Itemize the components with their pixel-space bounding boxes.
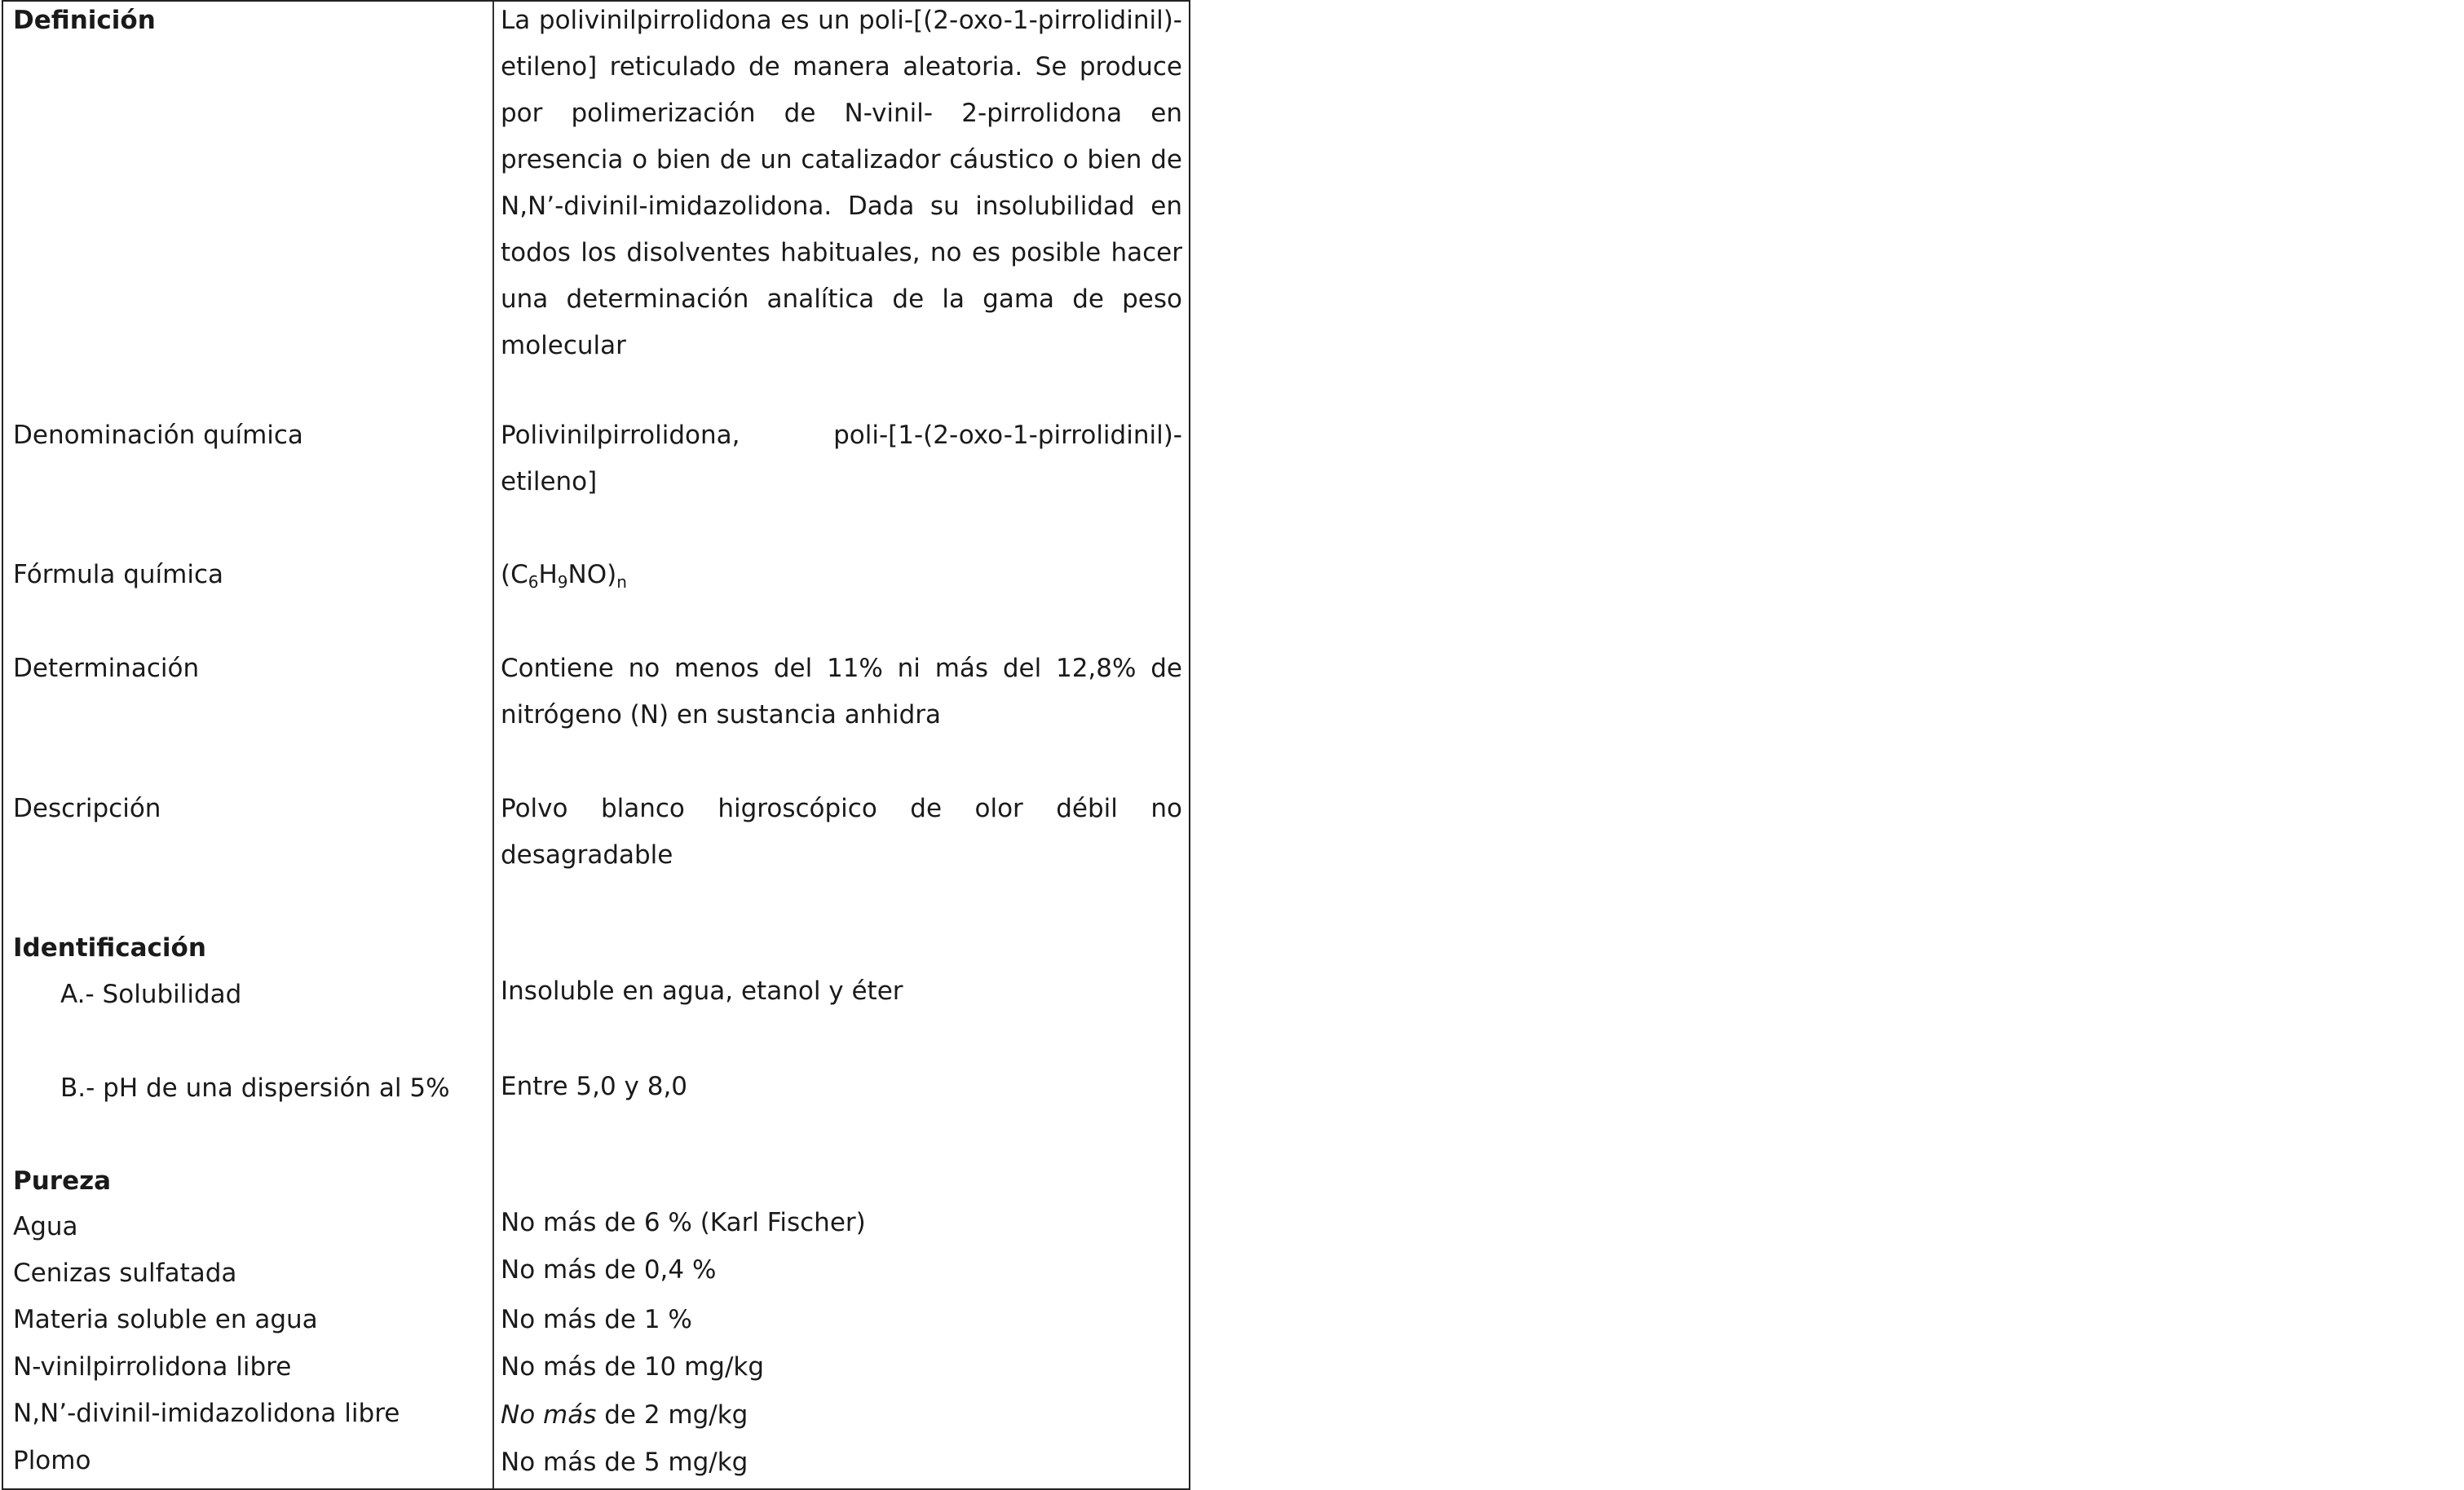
label-definicion: Definición [13,6,156,35]
label-formula-quimica: Fórmula química [13,560,223,589]
value-formula-quimica [501,552,1182,598]
label-n-vinilpirrolidona: N-vinilpirrolidona libre [13,1352,292,1382]
formula-sub: n [616,572,627,592]
label-plomo: Plomo [13,1446,91,1475]
formula-part: NO) [567,560,617,589]
value-rest-part: de 2 mg/kg [596,1400,748,1430]
label-determinacion: Determinación [13,654,200,683]
column-divider [492,2,494,1488]
value-plomo: No más de 5 mg/kg [501,1448,748,1477]
label-ph: B.- pH de una dispersión al 5% [60,1073,450,1103]
label-agua: Agua [13,1212,78,1241]
value-definicion: La polivinilpirrolidona es un poli-[(2-oxo-1-pirrolidinil)-etileno] reticulado de manera aleatoria. Se produce por polimerización de N-vinil- 2-pirrolidona en presencia o bien de un catalizador cáustico o bien de N,N’-divinil-imidazolidona. Dada su insolubilidad en todos los disolventes habituales, no es posible hacer una determinación analítica de la gama de peso molecular [501,6,1182,360]
formula-part: H [538,560,558,589]
label-descripcion: Descripción [13,794,161,823]
value-italic-part: No más [501,1400,597,1430]
heading-identificacion: Identificación [13,933,206,963]
value-n-vinilpirrolidona: No más de 10 mg/kg [501,1352,765,1382]
value-solubilidad: Insoluble en agua, etanol y éter [501,976,903,1006]
value-ph: Entre 5,0 y 8,0 [501,1072,688,1101]
value-divinil-imidazolidona [501,1392,1182,1439]
label-denominacion-quimica: Denominación química [13,421,303,450]
label-materia-soluble: Materia soluble en agua [13,1305,318,1334]
value-agua: No más de 6 % (Karl Fischer) [501,1208,866,1237]
formula-sub: 6 [528,572,539,592]
specification-table [2,0,1190,1490]
value-materia-soluble: No más de 1 % [501,1305,692,1334]
label-solubilidad: A.- Solubilidad [60,980,242,1009]
formula-part: (C [501,560,528,589]
label-divinil-imidazolidona: N,N’-divinil-imidazolidona libre [13,1399,400,1428]
value-denominacion-quimica: Polivinilpirrolidona, poli-[1-(2-oxo-1-pirrolidinil)-etileno] [501,421,1182,496]
value-descripcion: Polvo blanco higroscópico de olor débil no desagradable [501,794,1182,870]
value-cenizas: No más de 0,4 % [501,1255,717,1285]
formula-sub: 9 [557,572,568,592]
value-determinacion: Contiene no menos del 11% ni más del 12,8% de nitrógeno (N) en sustancia anhidra [501,654,1182,730]
label-cenizas: Cenizas sulfatada [13,1259,237,1288]
heading-pureza: Pureza [13,1166,112,1196]
